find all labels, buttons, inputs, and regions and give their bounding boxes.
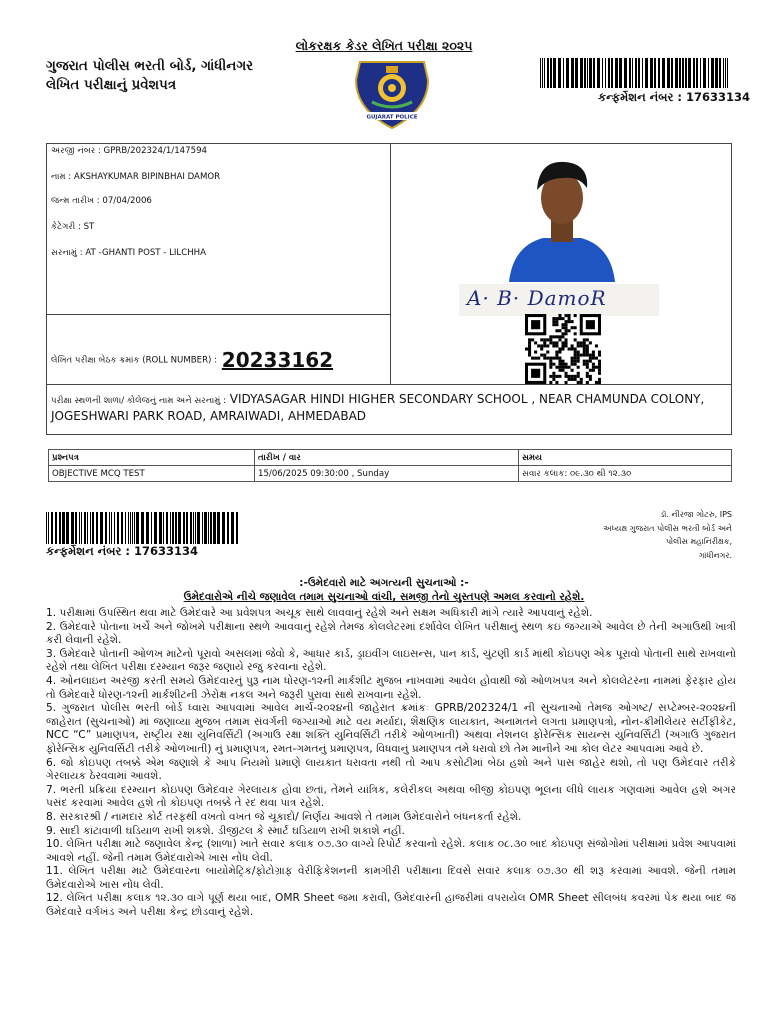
category: કેટેગરી : ST [51,222,95,232]
barcode-bar [236,512,238,544]
list-item: 2. ઉમેદવારે પોતાના ખર્ચે અને જોખમે પરીક્ષાના સ્થળે આવવાનું રહેશે તેમજ કોલલેટરમાં દર્શાવેલ લેખિત પરીક્ષાનું સ્થળ કઇ જગ્યાએ આવેલ છે તેની અગાઉથી ખાત્રી કરી લેવાની રહેશે. [46,620,736,647]
list-item: 3. ઉમેદવારે પોતાની ઓળખ માટેનો પૂરાવો અસલમાં જેવો કે, આધાર કાર્ડ, ડ્રાઇવીંગ લાઇસન્સ, પાન કાર્ડ, ચુંટણી કાર્ડ માંથી કોઇપણ એક પૂરાવો પોતાની સાથે રાખવાનો રહેશે તથા લેખિત પરીક્ષા દરમ્યાન જરૂર જણાયે રજુ કરવાના રહેશે. [46,647,736,674]
barcode-bar [197,512,200,544]
barcode-bar [81,512,82,544]
logo-text: GUJARAT POLICE [366,114,418,121]
application-number: અરજી નંબર : GPRB/202324/1/147594 [51,146,208,156]
barcode-bar [658,58,660,88]
barcode-bar [563,58,564,88]
barcode-bar [727,58,728,88]
barcode-bar [619,58,622,88]
barcode-bar [217,512,220,544]
barcode-bar [608,58,610,88]
barcode-bar [642,58,643,88]
barcode-bar [96,512,98,544]
barcode-bar [190,512,192,544]
instructions-heading: :-ઉમેદવારો માટે અગત્યની સુચનાઓ :- [299,577,469,589]
barcode-bar [547,58,549,88]
table-header: તારીખ / વાર [255,450,519,466]
barcode-bar [125,512,126,544]
barcode-bar [75,512,77,544]
barcode-bar [178,512,181,544]
barcode-bar [84,512,86,544]
instructions-subheading: ઉમેદવારોએ નીચે જણાવેલ તમામ સુચનાઓ વાંચી, સમજી તેનો ચુસ્તપણે અમલ કરવાનો રહેશે. [183,591,585,603]
list-item: 8. સરકારશ્રી / નામદાર કોર્ટ તરફથી વખતો વખત જે ચૂકાદો/ નિર્ણય આવશે તે તમામ ઉમેદવારોને બંધનકર્તા રહેશે. [46,810,522,823]
candidate-details-box [46,143,732,435]
signature-text: A· B· DamoR [467,286,607,310]
barcode-bar [183,512,185,544]
barcode-bar [51,512,53,544]
list-item: 7. ભરતી પ્રક્રિયા દરમ્યાન કોઇપણ ઉમેદવાર ગેરલાયક હોવા છતાં, તેમને યાંત્રિક, કલેરીકલ અથવા બીજી કોઇપણ ભૂલના લીધે લાયક ગણવામાં આવેલ હશે અગર પસંદ કરવામાં આવેલ હશે તો કોઇપણ તબક્કે તે રદ થવા પાત્ર રહેશે. [46,783,736,810]
barcode-bar [166,512,168,544]
barcode-bar [558,58,561,88]
barcode-bar [204,512,207,544]
venue-address: VIDYASAGAR HINDI HIGHER SECONDARY SCHOOL , NEAR CHAMUNDA COLONY, JOGESHWARI PARK ROAD, AMRAIWADI, AHMEDABAD [51,392,705,423]
barcode-bar [90,512,91,544]
barcode-bar [671,58,673,88]
confirmation-number: કન્ફર્મેશન નંબર : 17633134 [46,544,199,558]
officer-designation: પોલીસ મહાનિરીક્ષક, [665,537,732,546]
barcode-bar [227,512,229,544]
exam-title: લોકરક્ષક કેડર લેખિત પરીક્ષા ૨૦૨૫ [295,38,473,53]
barcode-bar [589,58,592,88]
barcode-bar [593,58,595,88]
table-cell: OBJECTIVE MCQ TEST [49,466,255,482]
barcode-bar [580,58,583,88]
roll-number-label: લેખિત પરીક્ષા બેઠક ક્રમાંક (ROLL NUMBER) : [51,355,218,366]
barcode-bar [132,512,133,544]
barcode-bar [114,512,115,544]
barcode-bar [645,58,648,88]
barcode-bar [109,512,110,544]
barcode-bar [632,58,633,88]
barcode-bar [46,512,47,544]
barcode-bar [66,512,69,544]
barcode-bar [719,58,721,88]
barcode-bar [105,512,107,544]
table-cell: 15/06/2025 09:30:00 , Sunday [255,466,519,482]
barcode-bar [117,512,119,544]
barcode-bar [635,58,637,88]
barcode-bar [136,512,139,544]
table-header-row [49,450,732,466]
list-item: 11. લેખિત પરીક્ષા માટે ઉમેદવારના બાયોમેટ્રિક/ફોટોગ્રાફ વેરીફિકેશનની કામગીરી પરીક્ષાના દિવસે સવાર કલાક ૦૭.૩૦ થી શરૂ કરવામાં આવશે. જેની તમામ ઉમેદવારોએ ખાસ નોંધ લેવી. [46,865,736,891]
barcode-bar [79,512,80,544]
roll-number-row [51,348,333,372]
barcode-bar [210,512,212,544]
date-of-birth: જન્મ તારીખ : 07/04/2006 [51,196,152,206]
barcode-bar [544,58,545,88]
barcode-bar [87,512,88,544]
officer-location: ગાંધીનગર. [698,550,732,560]
barcode-bar [111,512,112,544]
barcode-bar [151,512,152,544]
barcode [46,512,242,544]
barcode-bar [213,512,216,544]
barcode-bar [100,512,103,544]
barcode-bar [154,512,157,544]
barcode-bar [172,512,174,544]
table-header: પ્રશ્નપત્ર [49,450,255,466]
exam-venue [51,392,731,424]
barcode-bar [615,58,618,88]
barcode-bar [723,58,724,88]
barcode-bar [141,512,144,544]
qr-code [525,314,601,384]
barcode-bar [682,58,684,88]
barcode-bar [553,58,556,88]
officer-designation: અધ્યક્ષ ગુજરાત પોલીસ ભરતી બોર્ડ અને [603,523,732,533]
list-item: 12. લેખિત પરીક્ષા કલાક ૧૨.૩૦ વાગે પૂર્ણ થયા બાદ, OMR Sheet જમા કરાવી, ઉમેદવારની હાજરીમાં વપરાયેલ OMR Sheet સીલબંધ કવરમાં પેક થયા બાદ જ ઉમેદવારે વર્ગખંડ અને પરીક્ષા કેન્દ્ર છોડવાનું રહેશે. [46,892,736,919]
candidate-photo [503,150,621,282]
barcode-bar [703,58,706,88]
barcode-bar [550,58,552,88]
barcode-bar [679,58,681,88]
barcode-bar [584,58,586,88]
barcode-bar [121,512,123,544]
barcode-bar [611,58,613,88]
instructions-list [46,607,736,920]
barcode-bar [222,512,225,544]
barcode-bar [711,58,714,88]
board-name: ગુજરાત પોલીસ ભરતી બોર્ડ, ગાંધીનગર [46,58,254,74]
barcode-bar [587,58,588,88]
barcode-bar [55,512,57,544]
barcode-bar [602,58,603,88]
barcode-bar [693,58,695,88]
barcode-bar [540,58,541,88]
barcode [540,58,732,88]
list-item: 1. પરીક્ષામાં ઉપસ્થિત થવા માટે ઉમેદવારે આ પ્રવેશપત્ર અચૂક સાથે લાવવાનું રહેશે અને સક્ષમ અધિકારી માંગે ત્યારે આપવાનું રહેશે. [46,607,593,619]
barcode-bar [696,58,698,88]
officer-signature-block [603,508,732,562]
candidate-name: નામ : AKSHAYKUMAR BIPINBHAI DAMOR [51,172,221,182]
confirmation-number: કન્ફર્મેશન નંબર : 17633134 [598,90,751,104]
barcode-bar [208,512,209,544]
admit-card-title: લેખિત પરીક્ષાનું પ્રવેશપત્ર [46,77,177,93]
barcode-bar [159,512,162,544]
barcode-bar [566,58,569,88]
table-cell: સવાર કલાક: ૦૯.૩૦ થી ૧૨.૩૦ [519,466,732,482]
barcode-bar [685,58,687,88]
barcode-bar [128,512,129,544]
address: સરનામું : AT -GHANTI POST - LILCHHA [51,248,207,258]
barcode-bar [675,58,678,88]
list-item: 9. સાદી કાંટાવાળી ઘડિયાળ રાખી શકશે. ડીજીટલ કે સ્માર્ટ ઘડિયાળ રાખી શકાશે નહીં. [46,824,405,837]
barcode-bar [667,58,670,88]
roll-number: 20233162 [221,348,334,372]
gujarat-police-logo [352,58,432,130]
list-item: 10. લેખિત પરીક્ષા માટે જણાવેલ કેન્દ્ર (શાળા) ખાતે સવાર કલાક ૦૭.૩૦ વાગ્યે રિપોર્ટ કરવાનો રહેશે. કલાક ૦૮.૩૦ બાદ કોઇપણ સંજોગોમાં પરીક્ષામાં પ્રવેશ આપવામાં આવશે નહીં. જેની તમામ ઉમેદવારોએ ખાસ નોંધ લેવી. [46,838,736,864]
barcode-bar [708,58,709,88]
venue-label: પરીક્ષા સ્થળની શાળા/ કોલેજનું નામ અને સરનામું : [51,396,226,406]
barcode-bar [650,58,653,88]
barcode-bar [71,512,74,544]
barcode-bar [725,58,726,88]
officer-name: ડૉ. નીરજા ગોટરુ, IPS [659,510,732,519]
barcode-bar [48,512,49,544]
signature [459,284,659,316]
barcode-bar [134,512,135,544]
barcode-bar [193,512,194,544]
barcode-bar [605,58,606,88]
barcode-bar [62,512,65,544]
exam-schedule-table [48,449,732,482]
barcode-bar [688,58,691,88]
barcode-bar [715,58,718,88]
barcode-bar [170,512,171,544]
barcode-bar [654,58,656,88]
barcode-bar [624,58,627,88]
list-item: 6. જો કોઇપણ તબક્કે એમ જણાશે કે આપ નિયમો પ્રમાણે લાયકાત ધરાવતા નથી તો આપ કસોટીમાં બેઠા હશો અને પાસ જાહેર થશો, તો પણ ઉમેદવાર તરીકે ગેરલાયક ઠેરવવામાં આવશે. [46,756,736,783]
barcode-bar [146,512,149,544]
barcode-bar [597,58,600,88]
barcode-bar [163,512,164,544]
barcode-bar [571,58,574,88]
barcode-bar [629,58,631,88]
barcode-bar [59,512,61,544]
barcode-bar [186,512,188,544]
barcode-bar [231,512,234,544]
barcode-bar [175,512,177,544]
list-item: 4. ઓનલાઇન અરજી કરતી સમયે ઉમેદવારનું પુરૂ નામ ધોરણ-૧૨ની માર્કશીટ મુજબ નાખવામાં આવેલ હોવાથી જો ઓળખપત્ર અને કોલલેટરના નામમાં ફેરફાર હોય તો ઉમેદવારે ધોરણ-૧૨ની માર્કશીટની ઝેરોક્ષ નકલ અને જરૂરી પુરાવા સાથે રાખવાના રહેશે. [46,674,736,701]
barcode-bar [92,512,94,544]
barcode-bar [700,58,701,88]
barcode-bar [575,58,578,88]
barcode-bar [662,58,665,88]
barcode-bar [130,512,131,544]
barcode-bar [638,58,640,88]
barcode-bar [542,58,543,88]
list-item: 5. ગુજરાત પોલીસ ભરતી બોર્ડ ધ્વારા આપવામાં આવેલ માર્ચ-૨૦૨૪ની જાહેરાત ક્રમાંકઃ GPRB/202324/1 ની સુચનાઓ તેમજ ઓગષ્ટ/ સપ્ટેમ્બર-૨૦૨૪ની જાહેરાત (સુચનાઓ) માં જણાવ્યા મુજબ તમામ સંવર્ગની જગ્યાઓ માટે વય મર્યાદા, શૈક્ષણિક લાયકાત, અનામતને લગતા પ્રમાણપત્રો, નોન-ક્રીમીલેયર સર્ટીફીકેટ, NCC “C” પ્રમાણપત્ર, રાષ્ટ્રીય રક્ષા યુનિવર્સિટી (અગાઉ રક્ષા શક્તિ યુનિવર્સિટી તરીકે ઓળખાતી) અથવા નેશનલ ફોરેન્સિક સાયન્સ યુનિવર્સિટી (અગાઉ ગુજરાત ફોરેન્સિક યુનિવર્સિટી તરીકે ઓળખાતી) નું પ્રમાણપત્ર, રમત-ગમતનું પ્રમાણપત્ર, વિધવાનું પ્રમાણપત્ર તમે ધરાવો છો તેમ માનીને આ કોલ લેટર આપવામાં આવે છે. [46,702,736,755]
table-header: સમય [519,450,732,466]
table-row [49,466,732,482]
barcode-bar [202,512,203,544]
barcode-bar [195,512,196,544]
